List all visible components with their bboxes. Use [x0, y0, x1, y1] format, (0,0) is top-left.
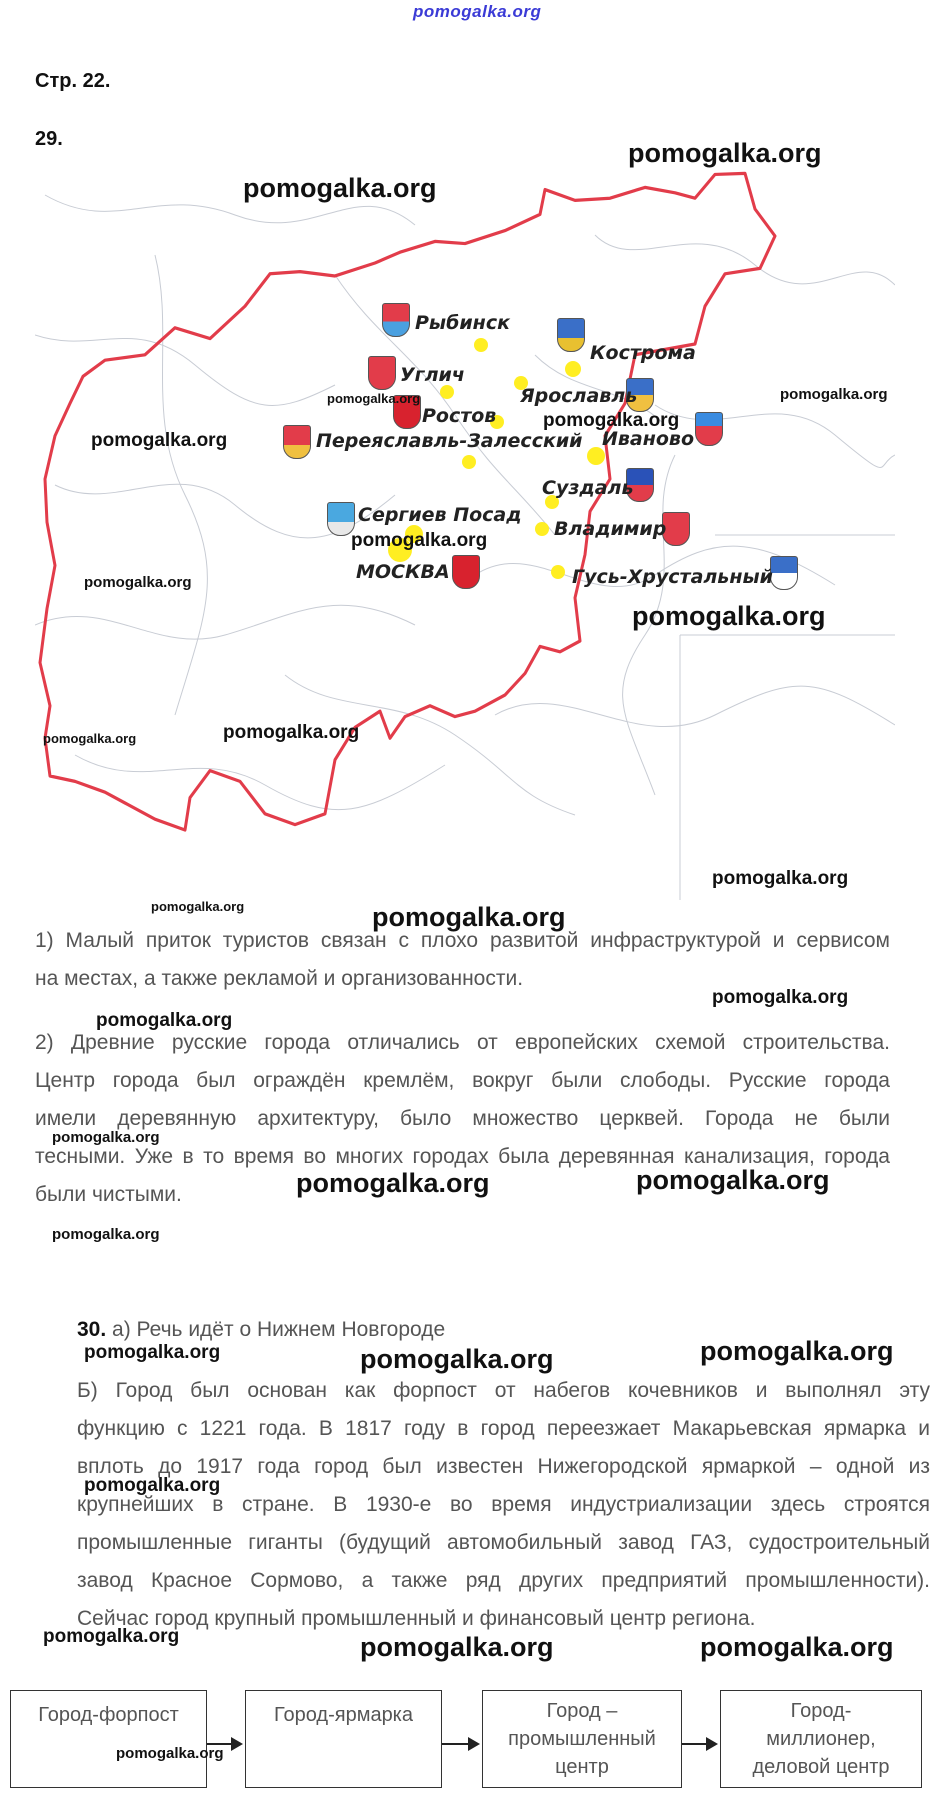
watermark: pomogalka.org — [372, 902, 566, 932]
coat-of-arms-uglich-icon — [368, 356, 396, 390]
flow-arrow — [682, 1743, 716, 1745]
watermark: pomogalka.org — [52, 1129, 160, 1146]
watermark: pomogalka.org — [632, 601, 826, 631]
watermark: pomogalka.org — [52, 1226, 160, 1243]
flow-box-line: Город – — [546, 1700, 618, 1722]
answer-29-2-line: были чистыми. — [35, 1183, 182, 1206]
watermark: pomogalka.org — [223, 722, 360, 743]
task-30-number: 30. — [77, 1318, 107, 1341]
flow-arrow — [442, 1743, 478, 1745]
city-label-uglich: Углич — [400, 364, 465, 386]
answer-30-b-line: завод Красное Сормово, а также ряд других предприятий промышленности). — [77, 1569, 930, 1592]
watermark: pomogalka.org — [351, 530, 488, 551]
task-30-part-a-text: а) Речь идёт о Нижнем Новгороде — [106, 1318, 446, 1341]
watermark: pomogalka.org — [636, 1165, 830, 1195]
page-label: Стр. 22. — [35, 70, 111, 92]
map — [35, 155, 895, 900]
city-label-rostov: Ростов — [422, 405, 497, 427]
coat-of-arms-rybinsk-icon — [382, 303, 410, 337]
watermark: pomogalka.org — [712, 987, 849, 1008]
city-dot-kostroma — [565, 361, 581, 377]
coat-of-arms-pereslavl-icon — [283, 425, 311, 459]
watermark: pomogalka.org — [712, 868, 849, 889]
watermark: pomogalka.org — [116, 1745, 224, 1762]
watermark: pomogalka.org — [327, 391, 421, 406]
site-header-link[interactable]: pomogalka.org — [413, 2, 542, 21]
watermark: pomogalka.org — [700, 1336, 894, 1366]
watermark: pomogalka.org — [628, 138, 822, 168]
answer-29-2-line: тесными. Уже в то время во многих городах была деревянная канализация, города — [35, 1145, 890, 1168]
flow-box-line: деловой центр — [752, 1756, 890, 1778]
flow-box-line: Город-ярмарка — [273, 1704, 413, 1726]
city-label-sergiev-posad: Сергиев Посад — [358, 504, 522, 526]
flow-box-line: промышленный — [508, 1728, 656, 1750]
answer-30-b-line: Сейчас город крупный промышленный и финансовый центр региона. — [77, 1607, 756, 1630]
answer-30-b-line: вплоть до 1917 года город был известен Нижегородской ярмаркой – одной из — [77, 1455, 930, 1478]
city-dot-uglich — [440, 385, 454, 399]
answer-30-b-line: функцию с 1221 года. В 1817 году в город переезжает Макарьевская ярмарка и — [77, 1417, 930, 1440]
watermark: pomogalka.org — [84, 1342, 221, 1363]
city-dot-rybinsk — [474, 338, 488, 352]
answer-30-b — [77, 1372, 930, 1638]
map-svg — [35, 155, 895, 900]
watermark: pomogalka.org — [84, 574, 192, 591]
watermark: pomogalka.org — [543, 410, 680, 431]
coat-of-arms-kostroma-icon — [557, 318, 585, 352]
answer-30-b-line: промышленные гиганты (будущий автомобильный завод ГАЗ, судостроительный — [77, 1531, 930, 1554]
coat-of-arms-ivanovo-icon — [695, 412, 723, 446]
flow-box-line: миллионер, — [766, 1728, 876, 1750]
flow-box-line: Город-форпост — [38, 1704, 179, 1726]
watermark: pomogalka.org — [360, 1344, 554, 1374]
watermark: pomogalka.org — [296, 1168, 490, 1198]
city-dot-pereslavl — [462, 455, 476, 469]
city-label-gus: Гусь-Хрустальный — [572, 566, 773, 588]
watermark: pomogalka.org — [91, 430, 228, 451]
watermark: pomogalka.org — [243, 173, 437, 203]
coat-of-arms-moskva-icon — [452, 555, 480, 589]
watermark: pomogalka.org — [96, 1010, 233, 1031]
task-29-number: 29. — [35, 128, 63, 150]
flow-box-outpost — [10, 1690, 207, 1788]
flow-box-industrial — [482, 1690, 682, 1788]
city-label-pereslavl: Переяславль-Залесский — [316, 430, 583, 452]
watermark: pomogalka.org — [360, 1632, 554, 1662]
city-label-kostroma: Кострома — [590, 342, 696, 364]
watermark: pomogalka.org — [43, 731, 137, 746]
task-30-part-a — [77, 1318, 445, 1342]
city-label-ivanovo: Иваново — [602, 428, 695, 450]
watermark: pomogalka.org — [151, 899, 245, 914]
flow-box-line: центр — [555, 1756, 609, 1778]
answer-30-b-line: крупнейших в стране. В 1930-е во время индустриализации здесь строятся — [77, 1493, 930, 1516]
city-dot-gus — [551, 565, 565, 579]
answer-29-1-line: на местах, а также рекламой и организованности. — [35, 967, 524, 990]
answer-29-2-line: 2) Древние русские города отличались от европейских схемой строительства. — [35, 1031, 890, 1054]
watermark: pomogalka.org — [43, 1626, 180, 1647]
city-label-suzdal: Суздаль — [542, 477, 634, 499]
city-label-yaroslavl: Ярославль — [520, 385, 638, 407]
flow-box-millionaire — [720, 1690, 922, 1788]
city-label-vladimir: Владимир — [554, 518, 667, 540]
answer-29-2-line: имели деревянную архитектуру, было множество церквей. Города не были — [35, 1107, 890, 1130]
flow-box-line: Город- — [790, 1700, 852, 1722]
answer-29-2-line: Центр города был ограждён кремлём, вокруг были слободы. Русские города — [35, 1069, 890, 1092]
watermark: pomogalka.org — [780, 386, 888, 403]
watermark: pomogalka.org — [84, 1475, 221, 1496]
region-border — [40, 173, 775, 830]
city-label-rybinsk: Рыбинск — [415, 312, 510, 334]
watermark: pomogalka.org — [700, 1632, 894, 1662]
flow-box-fair — [245, 1690, 442, 1788]
answer-30-b-line: Б) Город был основан как форпост от набегов кочевников и выполнял эту — [77, 1379, 930, 1402]
city-label-moskva: МОСКВА — [356, 561, 450, 583]
city-dot-vladimir — [535, 522, 549, 536]
coat-of-arms-gus-icon — [770, 556, 798, 590]
answer-29-1-line: 1) Малый приток туристов связан с плохо развитой инфраструктурой и сервисом — [35, 929, 890, 952]
